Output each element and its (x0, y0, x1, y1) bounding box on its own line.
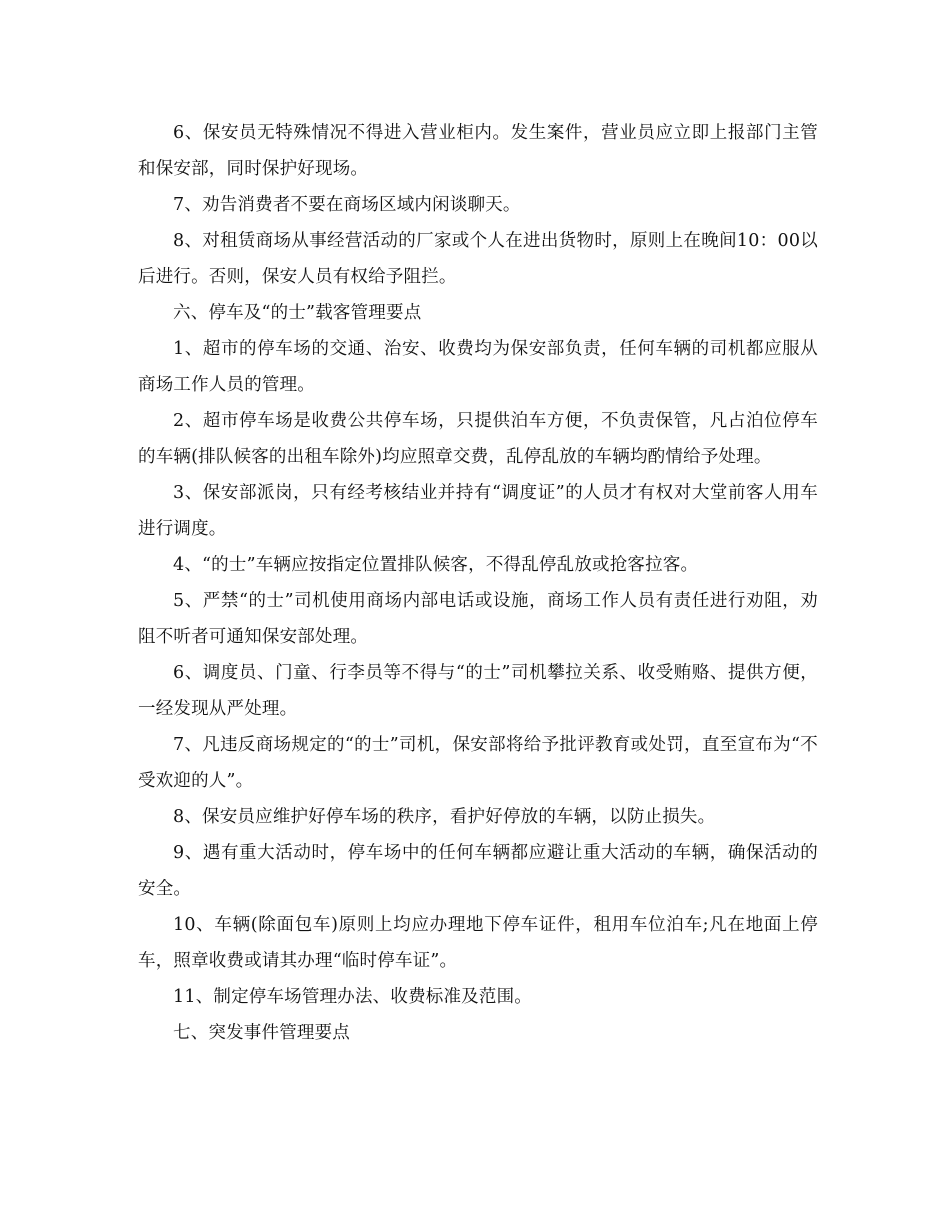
paragraph-parking-responsibility: 1、超市的停车场的交通、治安、收费均为保安部负责，任何车辆的司机都应服从商场工作人员的管理。 (138, 339, 818, 395)
document-body (138, 115, 818, 1051)
paragraph-goods-entry-time: 8、对租赁商场从事经营活动的厂家或个人在进出货物时，原则上在晚间10：00以后进行。否则，保安人员有权给予阻拦。 (138, 231, 818, 287)
paragraph-paid-parking: 2、超市停车场是收费公共停车场，只提供泊车方便，不负责保管，凡占泊位停车的车辆(排队候客的出租车除外)均应照章交费，乱停乱放的车辆均酌情给予处理。 (138, 411, 818, 467)
paragraph-parking-rules: 11、制定停车场管理办法、收费标准及范围。 (173, 987, 532, 1007)
paragraph-no-bribery: 6、调度员、门童、行李员等不得与“的士”司机攀拉关系、收受贿赂、提供方便，一经发现从严处理。 (138, 663, 818, 719)
paragraph-taxi-phone-ban: 5、严禁“的士”司机使用商场内部电话或设施，商场工作人员有责任进行劝阻，劝阻不听者可通知保安部处理。 (138, 591, 818, 647)
paragraph-no-chatting: 7、劝告消费者不要在商场区域内闲谈聊天。 (173, 195, 521, 215)
paragraph-major-events: 9、遇有重大活动时，停车场中的任何车辆都应避让重大活动的车辆，确保活动的安全。 (138, 843, 818, 899)
section-heading-parking-taxi: 六、停车及“的士”载客管理要点 (173, 303, 422, 323)
paragraph-guard-no-counter-entry: 6、保安员无特殊情况不得进入营业柜内。发生案件，营业员应立即上报部门主管和保安部，同时保护好现场。 (138, 123, 818, 179)
paragraph-violating-drivers: 7、凡违反商场规定的“的士”司机，保安部将给予批评教育或处罚，直至宣布为“不受欢迎的人”。 (138, 735, 818, 791)
paragraph-parking-order: 8、保安员应维护好停车场的秩序，看护好停放的车辆，以防止损失。 (173, 807, 716, 827)
paragraph-dispatch-certificate: 3、保安部派岗，只有经考核结业并持有“调度证”的人员才有权对大堂前客人用车进行调度。 (138, 483, 818, 539)
paragraph-underground-permit: 10、车辆(除面包车)原则上均应办理地下停车证件，租用车位泊车;凡在地面上停车，照章收费或请其办理“临时停车证”。 (138, 915, 818, 971)
paragraph-taxi-queue: 4、“的士”车辆应按指定位置排队候客，不得乱停乱放或抢客拉客。 (173, 555, 699, 575)
section-heading-emergency: 七、突发事件管理要点 (173, 1023, 350, 1043)
